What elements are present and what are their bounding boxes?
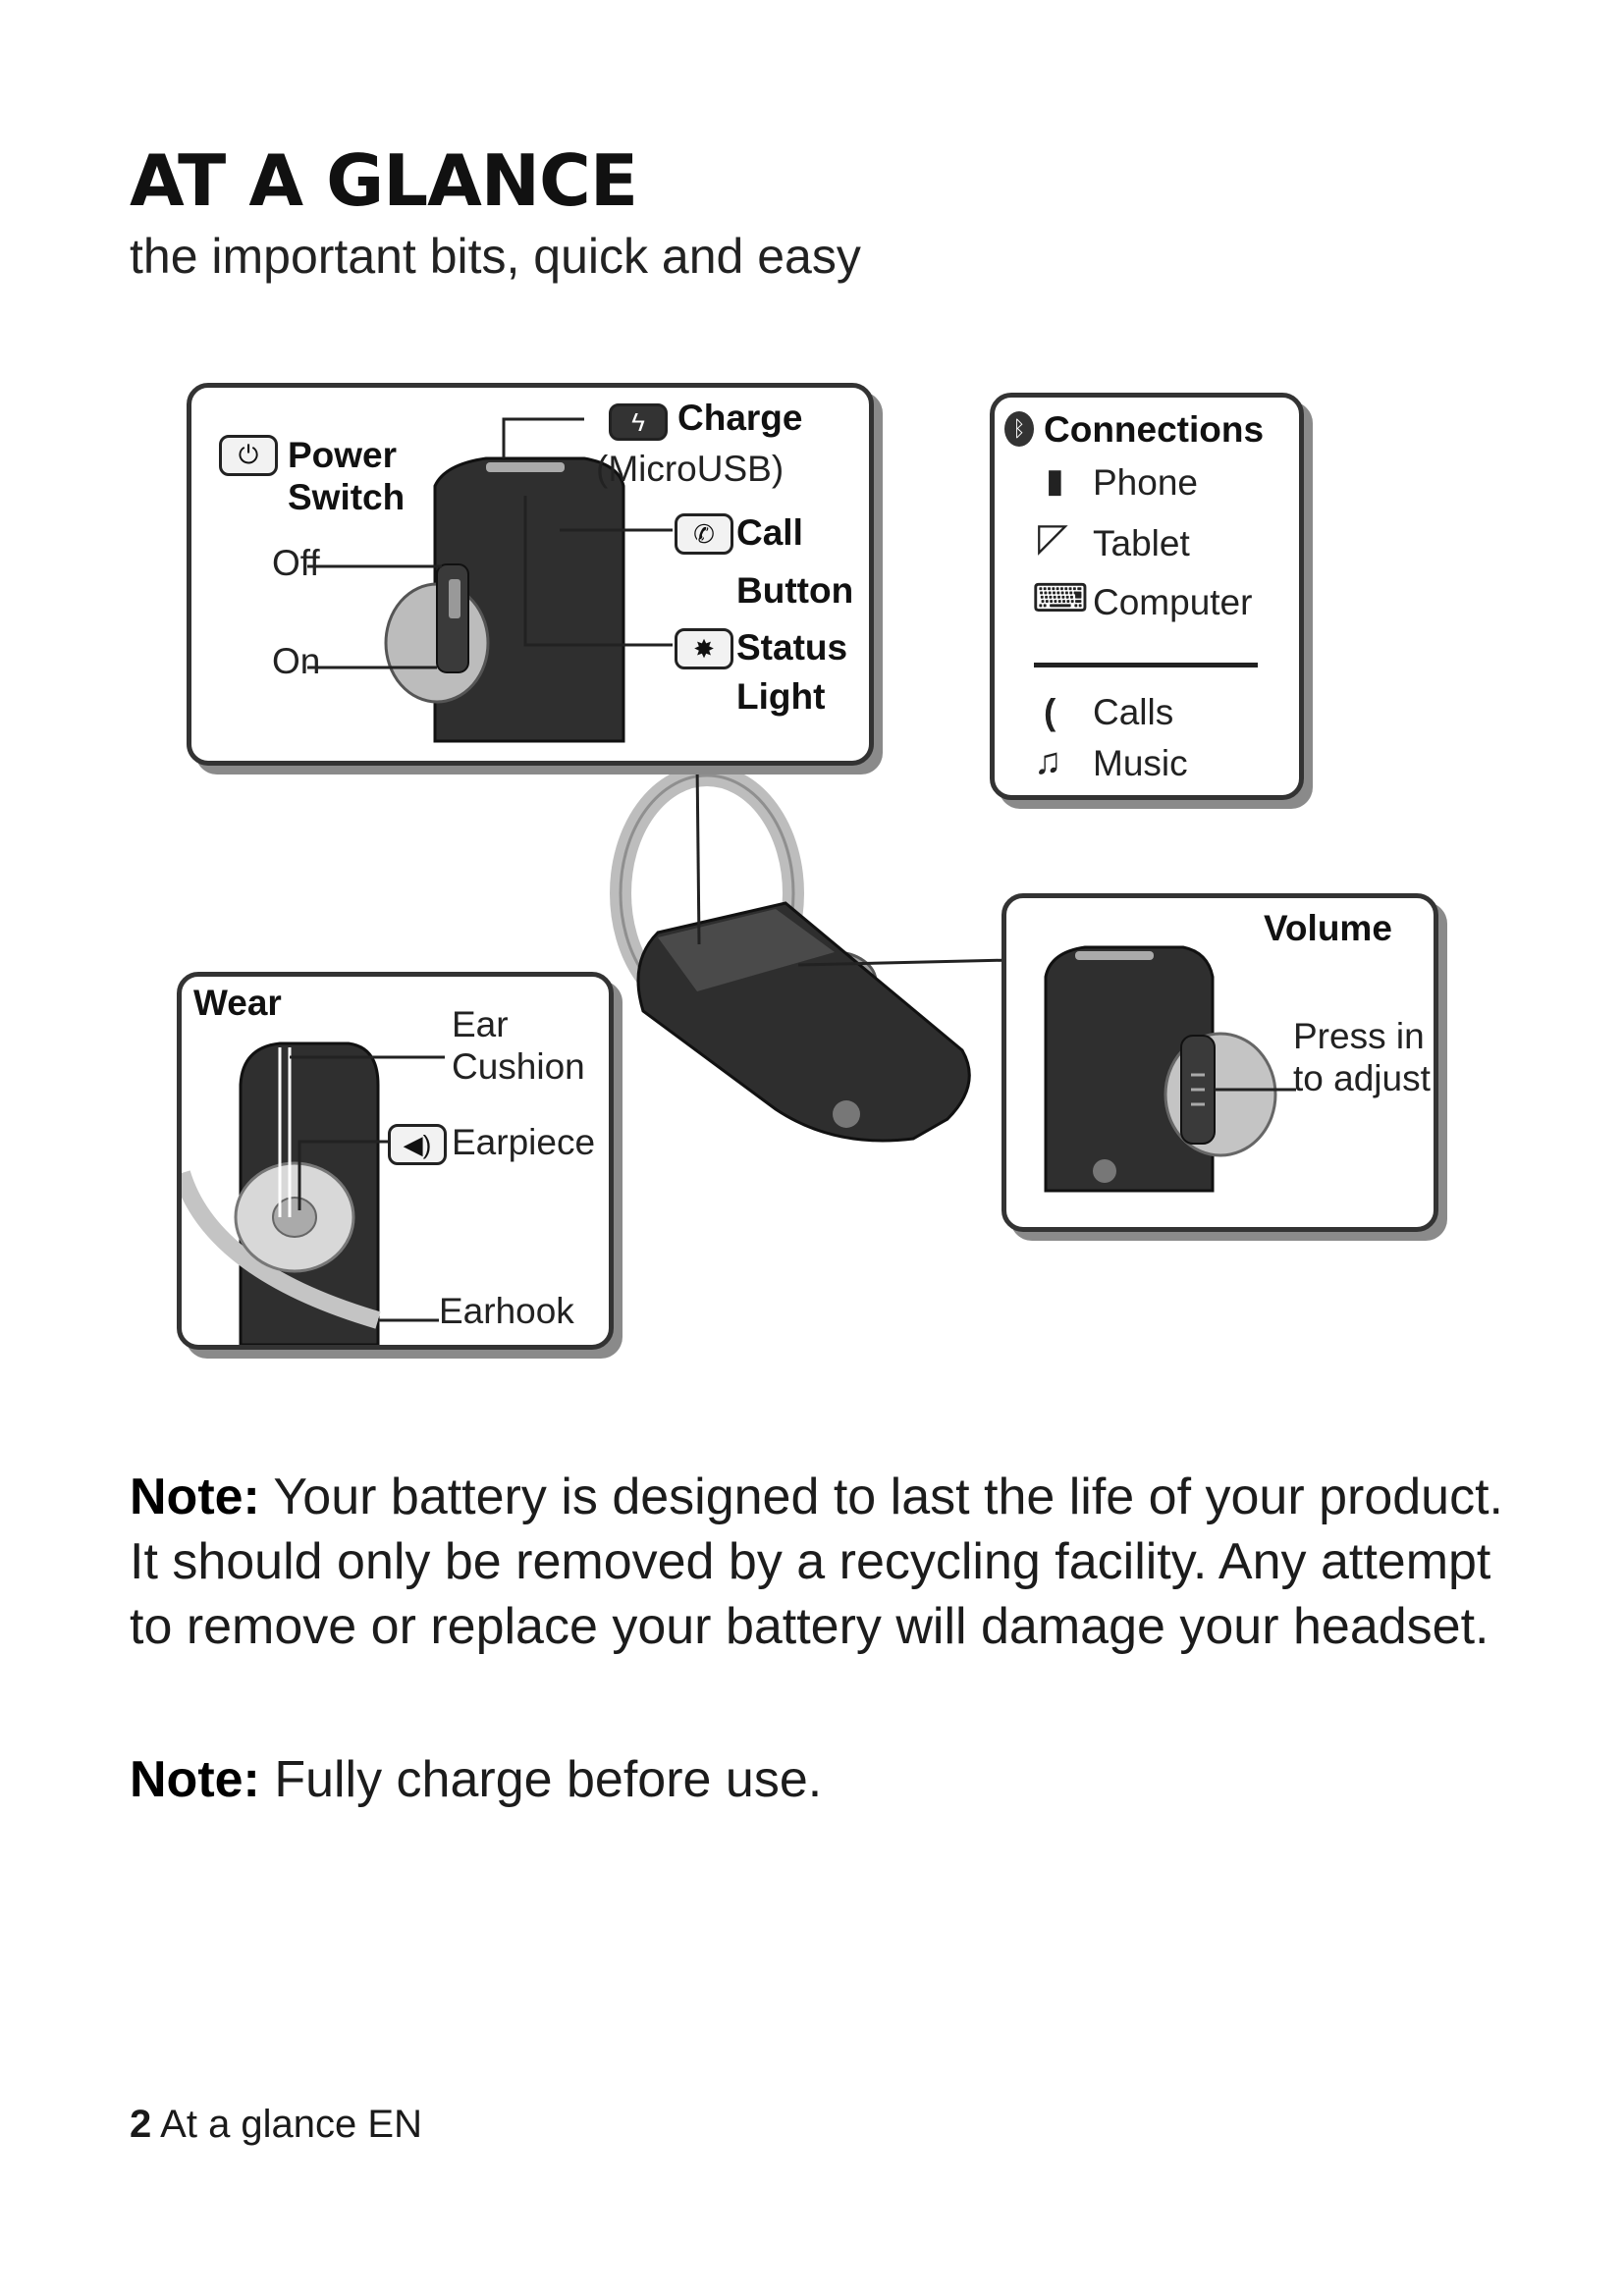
tablet-icon: ◸ (1038, 516, 1068, 560)
wear-title: Wear (193, 983, 282, 1023)
status-light-label: Status Light (736, 627, 848, 717)
volume-callout (1001, 893, 1438, 1232)
headset-diagram (147, 363, 1522, 1423)
connections-callout (990, 393, 1304, 800)
ear-cushion-label: Ear Cushion (452, 1004, 585, 1087)
page-title: AT A GLANCE (130, 139, 638, 222)
on-label: On (272, 641, 321, 681)
battery-note-label: Note: (130, 1468, 260, 1525)
page-subtitle: the important bits, quick and easy (130, 229, 861, 284)
charge-note-label: Note: (130, 1751, 260, 1808)
volume-title: Volume (1264, 908, 1392, 948)
music-icon: ♫ (1034, 741, 1062, 782)
battery-note-text: Your battery is designed to last the life of your product. It should only be removed by a recycling facility. Any attempt to remove or replace your battery will damage your headset. (130, 1468, 1503, 1655)
earhook-label: Earhook (439, 1291, 574, 1331)
page-footer (130, 2105, 422, 2144)
music-label: Music (1093, 743, 1188, 783)
volume-press-label: Press in to adjust (1293, 1016, 1431, 1098)
off-label: Off (272, 543, 320, 583)
charge-label: Charge (677, 398, 803, 438)
wear-callout (177, 972, 614, 1350)
call-icon: ✆ (675, 513, 733, 555)
charge-icon: ϟ (609, 403, 668, 441)
footer-text: At a glance EN (151, 2103, 422, 2146)
call-button-label: Call Button (736, 512, 854, 612)
speaker-icon: ◀) (388, 1124, 447, 1165)
earpiece-label: Earpiece (452, 1122, 596, 1162)
calls-icon: ( (1044, 692, 1056, 732)
charge-note-text: Fully charge before use. (259, 1751, 823, 1808)
power-icon: ⏻ (219, 435, 278, 476)
power-callout (187, 383, 874, 766)
power-switch-label: Power Switch (288, 435, 406, 517)
tablet-label: Tablet (1093, 523, 1190, 563)
page-number: 2 (130, 2103, 152, 2146)
battery-note (130, 1465, 1524, 1659)
charge-note (130, 1747, 1524, 1812)
computer-label: Computer (1093, 582, 1253, 622)
connections-divider (1034, 663, 1258, 667)
calls-label: Calls (1093, 692, 1174, 732)
connections-title: Connections (1044, 409, 1265, 450)
computer-icon: ⌨ (1032, 577, 1089, 620)
phone-label: Phone (1093, 462, 1198, 503)
phone-icon: ▮ (1046, 462, 1064, 500)
status-light-icon: ✸ (675, 628, 733, 669)
bluetooth-icon: ᛒ (1004, 411, 1034, 447)
microusb-label: (MicroUSB) (596, 449, 785, 489)
